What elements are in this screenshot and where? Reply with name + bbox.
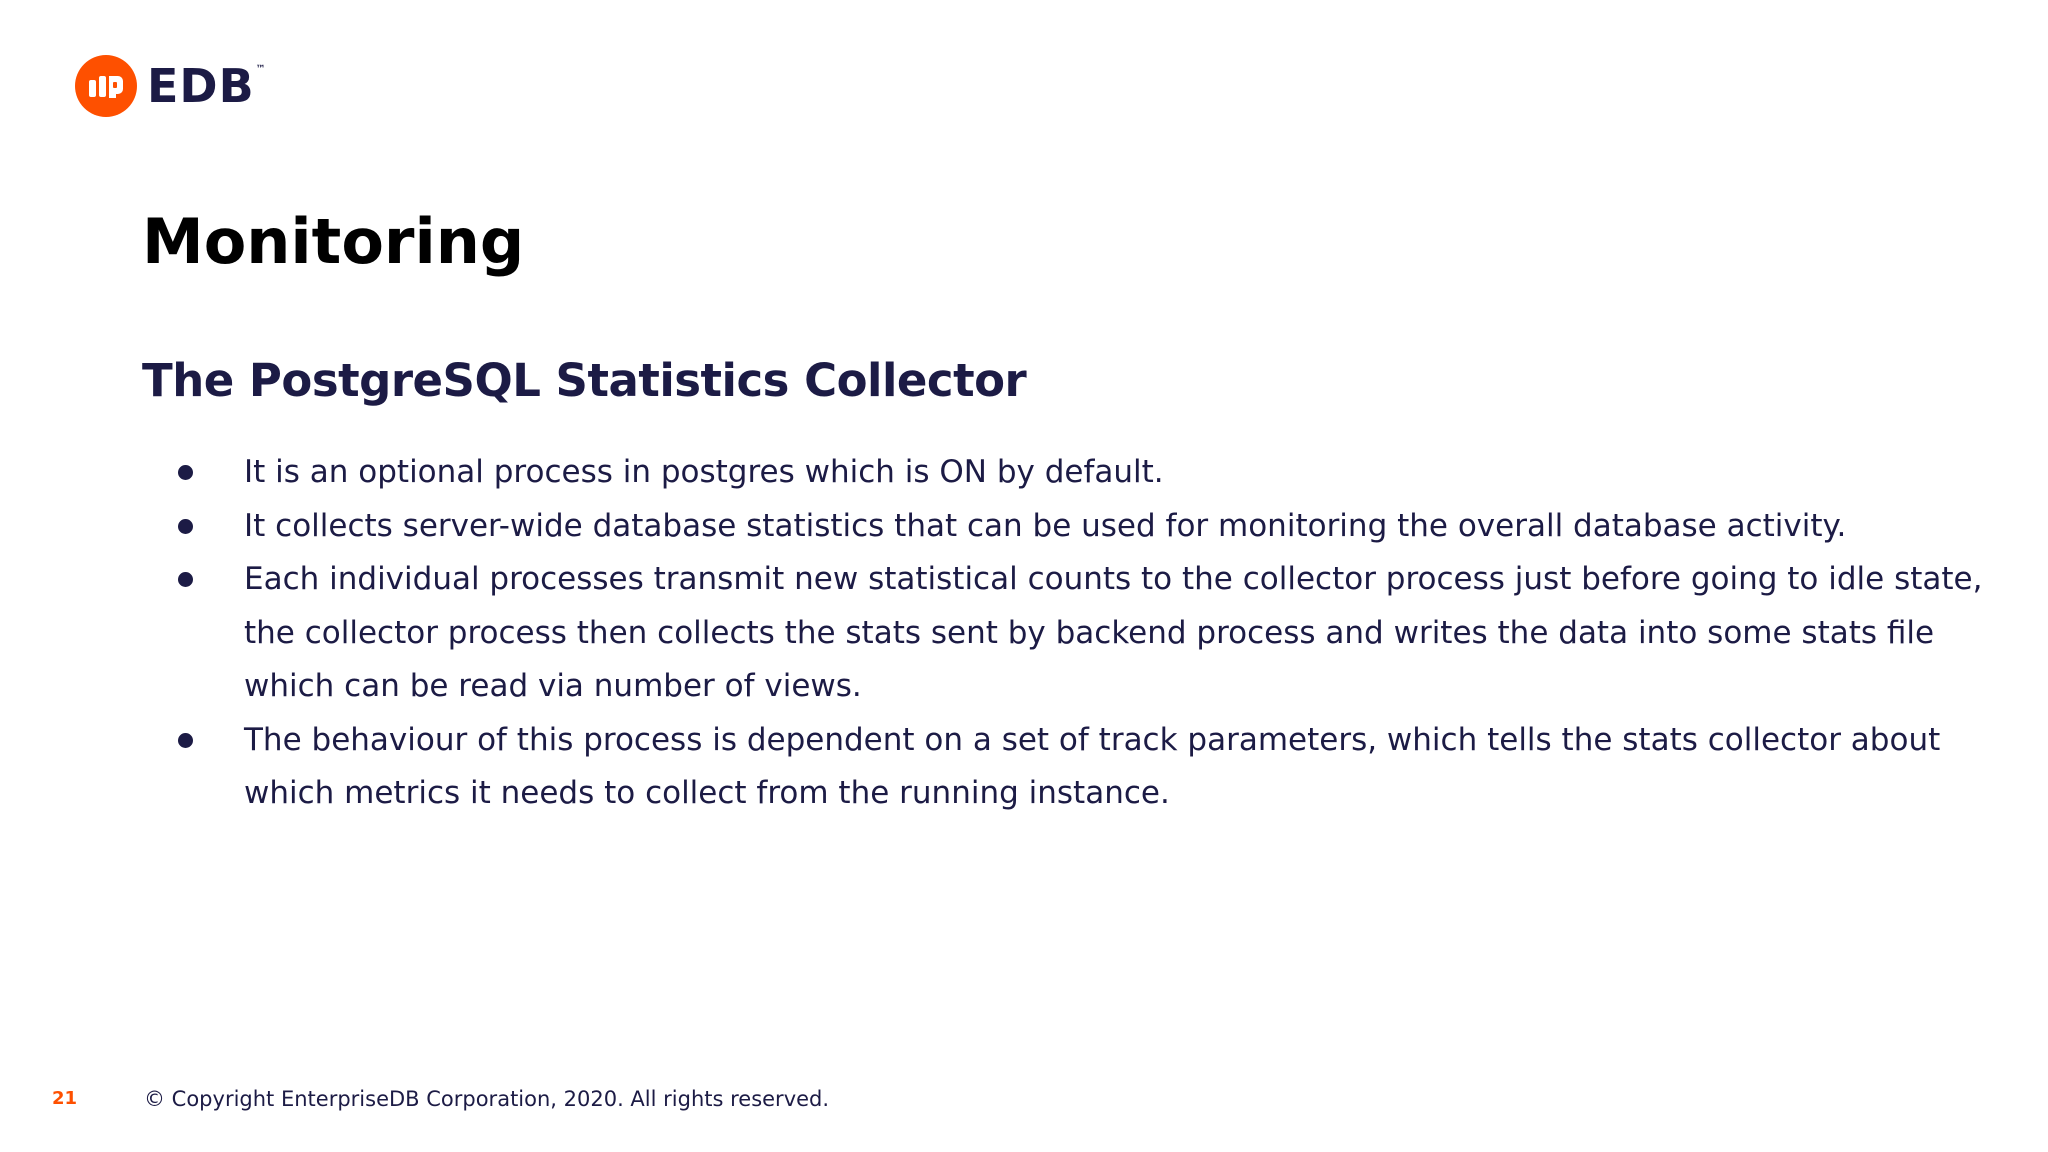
bullet-dot-icon: [178, 733, 193, 748]
bullet-text: It collects server-wide database statistics that can be used for monitoring the overall database activity.: [244, 507, 1847, 544]
edb-logo: [75, 55, 267, 117]
trademark-symbol: ™: [255, 64, 267, 75]
bullet-item: [172, 446, 1992, 500]
copyright-notice: © Copyright EnterpriseDB Corporation, 2020. All rights reserved.: [144, 1087, 830, 1111]
bullet-list: [172, 446, 1992, 821]
bullet-text: It is an optional process in postgres which is ON by default.: [244, 454, 1164, 490]
bullet-text: The behaviour of this process is dependent on a set of track parameters, which tells the stats collector about which metrics it needs to collect from the running instance.: [244, 721, 1941, 811]
bullet-item: [172, 553, 1992, 714]
bullet-dot-icon: [178, 519, 193, 534]
edb-elephant-icon: [75, 55, 137, 117]
bullet-text: Each individual processes transmit new statistical counts to the collector process just before going to idle state, the collector process then collects the stats sent by backend process and writes the data into some stats file which can be read via number of views.: [244, 561, 1983, 704]
page-number: 21: [52, 1088, 78, 1109]
bullet-item: [172, 500, 1992, 554]
edb-wordmark-text: EDB: [147, 59, 255, 113]
edb-wordmark: [147, 59, 267, 113]
section-subtitle: The PostgreSQL Statistics Collector: [142, 354, 1027, 407]
bullet-item: [172, 714, 1992, 821]
page-title: Monitoring: [142, 205, 525, 278]
elephant-glyph: [86, 71, 126, 101]
bullet-dot-icon: [178, 465, 193, 480]
bullet-dot-icon: [178, 572, 193, 587]
